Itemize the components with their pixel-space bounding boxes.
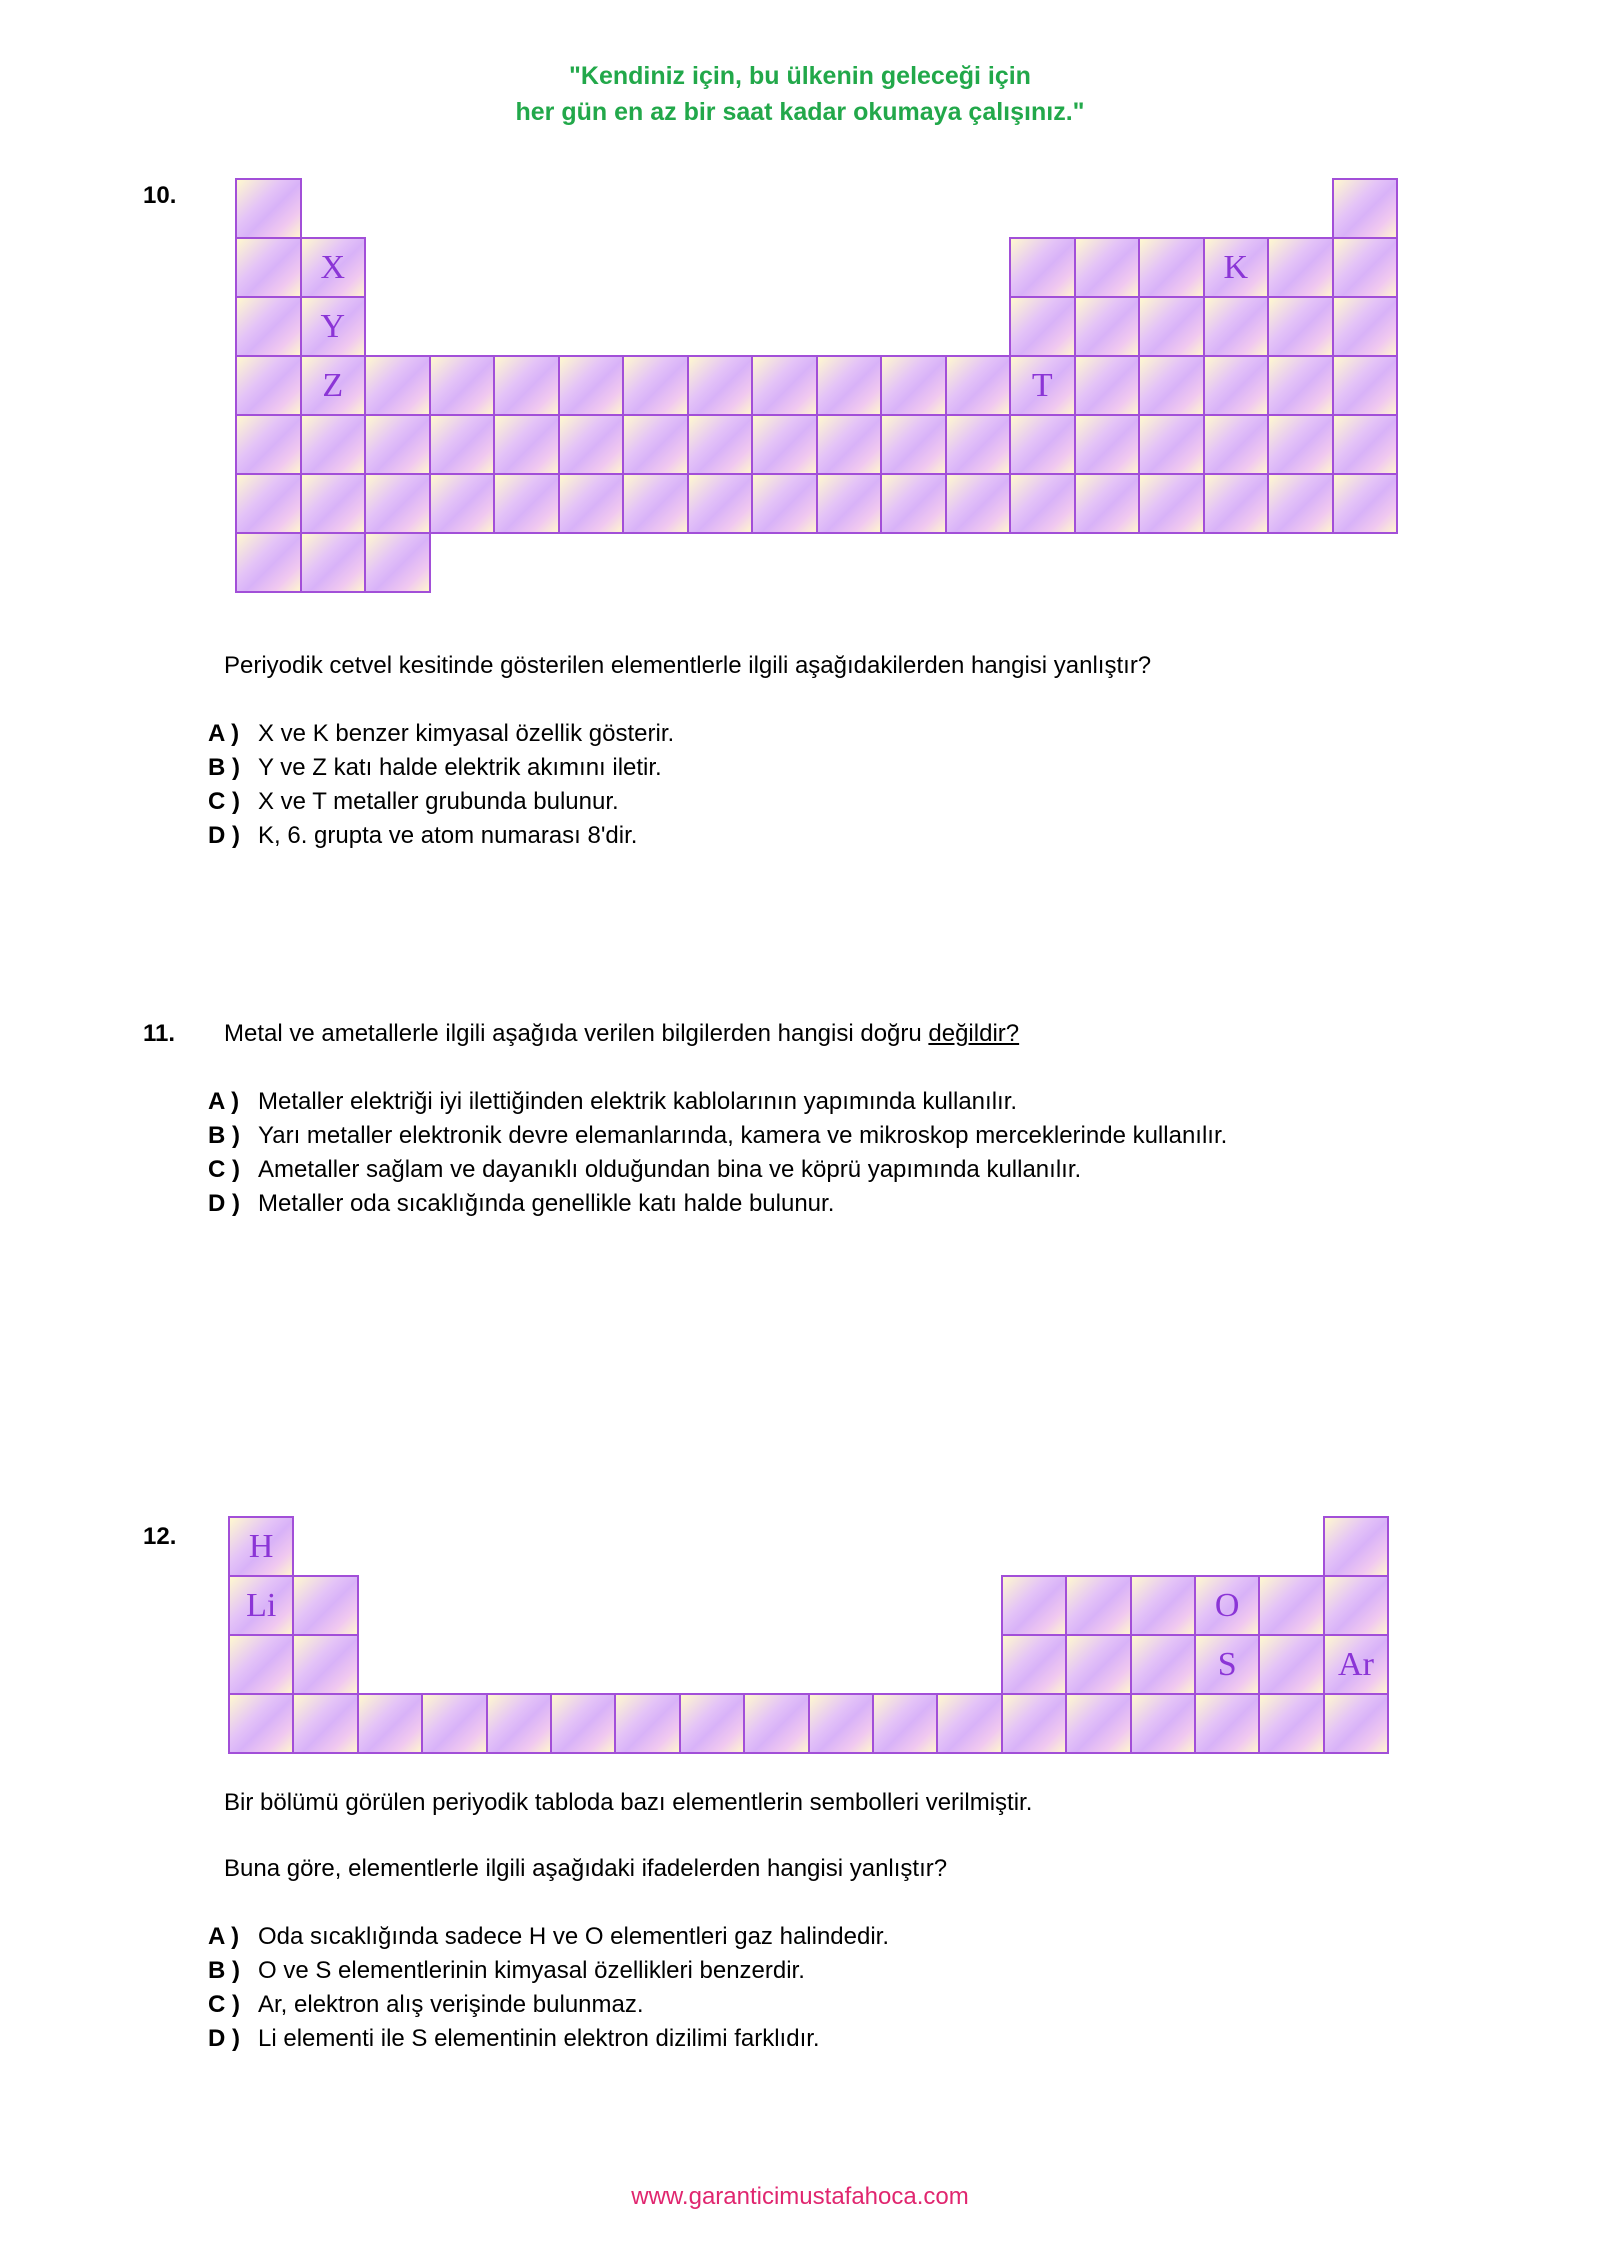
table-cell bbox=[493, 473, 560, 534]
question-10-option-d[interactable] bbox=[208, 819, 637, 853]
option-text: Li elementi ile S elementinin elektron dizilimi farklıdır. bbox=[258, 2025, 820, 2052]
question-11-number: 11. bbox=[143, 1020, 176, 1047]
option-letter: D ) bbox=[208, 2025, 240, 2052]
table-cell bbox=[679, 1693, 745, 1754]
table-cell bbox=[1267, 414, 1334, 475]
table-cell bbox=[1332, 178, 1399, 239]
table-cell bbox=[1065, 1693, 1131, 1754]
option-letter: C ) bbox=[208, 788, 240, 815]
table-cell bbox=[1203, 355, 1270, 416]
question-12-option-b[interactable] bbox=[208, 1954, 805, 1988]
table-cell bbox=[1203, 473, 1270, 534]
table-cell bbox=[945, 473, 1012, 534]
table-cell bbox=[816, 355, 883, 416]
table-cell bbox=[1267, 296, 1334, 357]
table-cell bbox=[1074, 414, 1141, 475]
option-letter: A ) bbox=[208, 1923, 240, 1950]
table-cell bbox=[816, 414, 883, 475]
table-cell bbox=[1009, 237, 1076, 298]
question-12-text: Buna göre, elementlerle ilgili aşağıdaki ifadelerden hangisi yanlıştır? bbox=[224, 1855, 948, 1882]
table-cell bbox=[1267, 237, 1334, 298]
table-cell bbox=[1323, 1634, 1389, 1695]
question-12-option-d[interactable] bbox=[208, 2022, 820, 2056]
question-11-option-b[interactable] bbox=[208, 1119, 1227, 1153]
table-cell bbox=[558, 473, 625, 534]
element-symbol: K bbox=[1223, 248, 1249, 286]
question-11-text-underlined: değildir? bbox=[928, 1020, 1020, 1047]
option-text: Ametaller sağlam ve dayanıklı olduğundan bina ve köprü yapımında kullanılır. bbox=[258, 1156, 1082, 1183]
question-11-option-c[interactable] bbox=[208, 1153, 1081, 1187]
option-letter: D ) bbox=[208, 1190, 240, 1217]
option-letter: A ) bbox=[208, 720, 240, 747]
table-cell bbox=[292, 1575, 358, 1636]
option-text: Metaller oda sıcaklığında genellikle katı halde bulunur. bbox=[258, 1190, 835, 1217]
table-cell bbox=[364, 414, 431, 475]
question-10-option-c[interactable] bbox=[208, 785, 619, 819]
table-cell bbox=[364, 355, 431, 416]
table-cell bbox=[1323, 1693, 1389, 1754]
motto-header bbox=[0, 58, 1600, 130]
table-cell bbox=[1138, 473, 1205, 534]
table-cell bbox=[1258, 1693, 1324, 1754]
element-symbol: T bbox=[1031, 366, 1053, 404]
table-cell bbox=[1258, 1575, 1324, 1636]
table-cell bbox=[1001, 1693, 1067, 1754]
table-cell bbox=[687, 355, 754, 416]
question-11-text bbox=[224, 1017, 1019, 1051]
table-cell bbox=[558, 414, 625, 475]
table-cell bbox=[558, 355, 625, 416]
table-cell bbox=[936, 1693, 1002, 1754]
option-letter: B ) bbox=[208, 754, 240, 781]
table-cell bbox=[880, 355, 947, 416]
table-cell bbox=[1332, 473, 1399, 534]
table-cell bbox=[1203, 237, 1270, 298]
table-cell bbox=[1065, 1634, 1131, 1695]
table-cell bbox=[300, 296, 367, 357]
table-cell bbox=[622, 355, 689, 416]
table-cell bbox=[421, 1693, 487, 1754]
table-cell bbox=[493, 414, 560, 475]
question-12-intro: Bir bölümü görülen periyodik tabloda bazı elementlerin sembolleri verilmiştir. bbox=[224, 1789, 1033, 1816]
table-cell bbox=[1138, 237, 1205, 298]
table-cell bbox=[1001, 1575, 1067, 1636]
table-cell bbox=[1009, 473, 1076, 534]
table-cell bbox=[1001, 1634, 1067, 1695]
table-cell bbox=[235, 414, 302, 475]
table-cell bbox=[235, 532, 302, 593]
table-cell bbox=[1203, 296, 1270, 357]
table-cell bbox=[1138, 414, 1205, 475]
element-symbol: Li bbox=[246, 1586, 277, 1624]
table-cell bbox=[1267, 355, 1334, 416]
option-letter: B ) bbox=[208, 1957, 240, 1984]
question-11-option-d[interactable] bbox=[208, 1187, 834, 1221]
table-cell bbox=[816, 473, 883, 534]
periodic-table-q10 bbox=[235, 178, 1398, 593]
table-cell bbox=[1130, 1693, 1196, 1754]
table-cell bbox=[364, 532, 431, 593]
table-cell bbox=[1194, 1693, 1260, 1754]
website-footer[interactable]: www.garanticimustafahoca.com bbox=[631, 2183, 969, 2210]
table-cell bbox=[808, 1693, 874, 1754]
table-cell bbox=[300, 355, 367, 416]
question-11-option-a[interactable] bbox=[208, 1085, 1017, 1119]
table-cell bbox=[1258, 1634, 1324, 1695]
option-letter: D ) bbox=[208, 822, 240, 849]
table-cell bbox=[880, 473, 947, 534]
table-cell bbox=[622, 414, 689, 475]
motto-line-2: her gün en az bir saat kadar okumaya çalışınız." bbox=[515, 98, 1085, 126]
table-cell bbox=[364, 473, 431, 534]
option-text: K, 6. grupta ve atom numarası 8'dir. bbox=[258, 822, 638, 849]
table-cell bbox=[687, 473, 754, 534]
table-cell bbox=[228, 1634, 294, 1695]
table-cell bbox=[1074, 296, 1141, 357]
question-12-option-c[interactable] bbox=[208, 1988, 644, 2022]
table-cell bbox=[1332, 414, 1399, 475]
option-letter: C ) bbox=[208, 1156, 240, 1183]
table-cell bbox=[622, 473, 689, 534]
table-cell bbox=[751, 473, 818, 534]
option-text: Ar, elektron alış verişinde bulunmaz. bbox=[258, 1991, 644, 2018]
table-cell bbox=[1332, 237, 1399, 298]
table-cell bbox=[1332, 296, 1399, 357]
table-cell bbox=[751, 355, 818, 416]
table-cell bbox=[1323, 1575, 1389, 1636]
question-10-text: Periyodik cetvel kesitinde gösterilen elementlerle ilgili aşağıdakilerden hangisi yanlıştır? bbox=[224, 652, 1152, 679]
table-cell bbox=[235, 296, 302, 357]
question-11-text-main: Metal ve ametallerle ilgili aşağıda verilen bilgilerden hangisi doğru bbox=[224, 1020, 929, 1047]
table-cell bbox=[751, 414, 818, 475]
table-cell bbox=[300, 532, 367, 593]
option-text: Metaller elektriği iyi ilettiğinden elektrik kablolarının yapımında kullanılır. bbox=[258, 1088, 1018, 1115]
element-symbol: S bbox=[1217, 1645, 1237, 1683]
table-cell bbox=[1074, 237, 1141, 298]
table-cell bbox=[235, 237, 302, 298]
question-12-option-a[interactable] bbox=[208, 1920, 889, 1954]
table-cell bbox=[493, 355, 560, 416]
table-cell bbox=[614, 1693, 680, 1754]
table-cell bbox=[429, 473, 496, 534]
table-cell bbox=[1009, 414, 1076, 475]
table-cell bbox=[300, 414, 367, 475]
table-cell bbox=[1074, 355, 1141, 416]
option-letter: A ) bbox=[208, 1088, 240, 1115]
element-symbol: Ar bbox=[1338, 1645, 1374, 1683]
element-symbol: Z bbox=[322, 366, 344, 404]
option-text: X ve T metaller grubunda bulunur. bbox=[258, 788, 619, 815]
table-cell bbox=[1194, 1634, 1260, 1695]
table-cell bbox=[1130, 1634, 1196, 1695]
table-cell bbox=[486, 1693, 552, 1754]
question-10-option-b[interactable] bbox=[208, 751, 662, 785]
option-text: Y ve Z katı halde elektrik akımını iletir. bbox=[258, 754, 662, 781]
table-cell bbox=[1130, 1575, 1196, 1636]
table-cell bbox=[687, 414, 754, 475]
table-cell bbox=[292, 1693, 358, 1754]
table-cell bbox=[235, 178, 302, 239]
table-cell bbox=[1203, 414, 1270, 475]
table-cell bbox=[357, 1693, 423, 1754]
option-text: O ve S elementlerinin kimyasal özellikleri benzerdir. bbox=[258, 1957, 805, 1984]
table-cell bbox=[550, 1693, 616, 1754]
table-cell bbox=[300, 237, 367, 298]
motto-line-1: "Kendiniz için, bu ülkenin geleceği için bbox=[569, 62, 1031, 90]
table-cell bbox=[228, 1516, 294, 1577]
table-cell bbox=[1194, 1575, 1260, 1636]
table-cell bbox=[1138, 296, 1205, 357]
table-cell bbox=[429, 414, 496, 475]
table-cell bbox=[1323, 1516, 1389, 1577]
option-letter: B ) bbox=[208, 1122, 240, 1149]
option-text: Yarı metaller elektronik devre elemanlarında, kamera ve mikroskop merceklerinde kullanılır. bbox=[258, 1122, 1228, 1149]
table-cell bbox=[1074, 473, 1141, 534]
element-symbol: O bbox=[1214, 1586, 1240, 1624]
periodic-table-q12 bbox=[228, 1516, 1389, 1754]
table-cell bbox=[1267, 473, 1334, 534]
option-text: Oda sıcaklığında sadece H ve O elementleri gaz halindedir. bbox=[258, 1923, 890, 1950]
element-symbol: Y bbox=[320, 307, 346, 345]
table-cell bbox=[1009, 296, 1076, 357]
question-10-number: 10. bbox=[143, 182, 177, 209]
table-cell bbox=[1138, 355, 1205, 416]
option-letter: C ) bbox=[208, 1991, 240, 2018]
table-cell bbox=[945, 355, 1012, 416]
question-10-option-a[interactable] bbox=[208, 717, 674, 751]
table-cell bbox=[1009, 355, 1076, 416]
table-cell bbox=[872, 1693, 938, 1754]
table-cell bbox=[292, 1634, 358, 1695]
option-text: X ve K benzer kimyasal özellik gösterir. bbox=[258, 720, 675, 747]
table-cell bbox=[1332, 355, 1399, 416]
table-cell bbox=[429, 355, 496, 416]
element-symbol: H bbox=[248, 1527, 274, 1565]
table-cell bbox=[300, 473, 367, 534]
table-cell bbox=[880, 414, 947, 475]
table-cell bbox=[235, 473, 302, 534]
table-cell bbox=[945, 414, 1012, 475]
table-cell bbox=[743, 1693, 809, 1754]
table-cell bbox=[1065, 1575, 1131, 1636]
question-12-number: 12. bbox=[143, 1523, 177, 1550]
element-symbol: X bbox=[320, 248, 346, 286]
table-cell bbox=[228, 1575, 294, 1636]
table-cell bbox=[235, 355, 302, 416]
table-cell bbox=[228, 1693, 294, 1754]
